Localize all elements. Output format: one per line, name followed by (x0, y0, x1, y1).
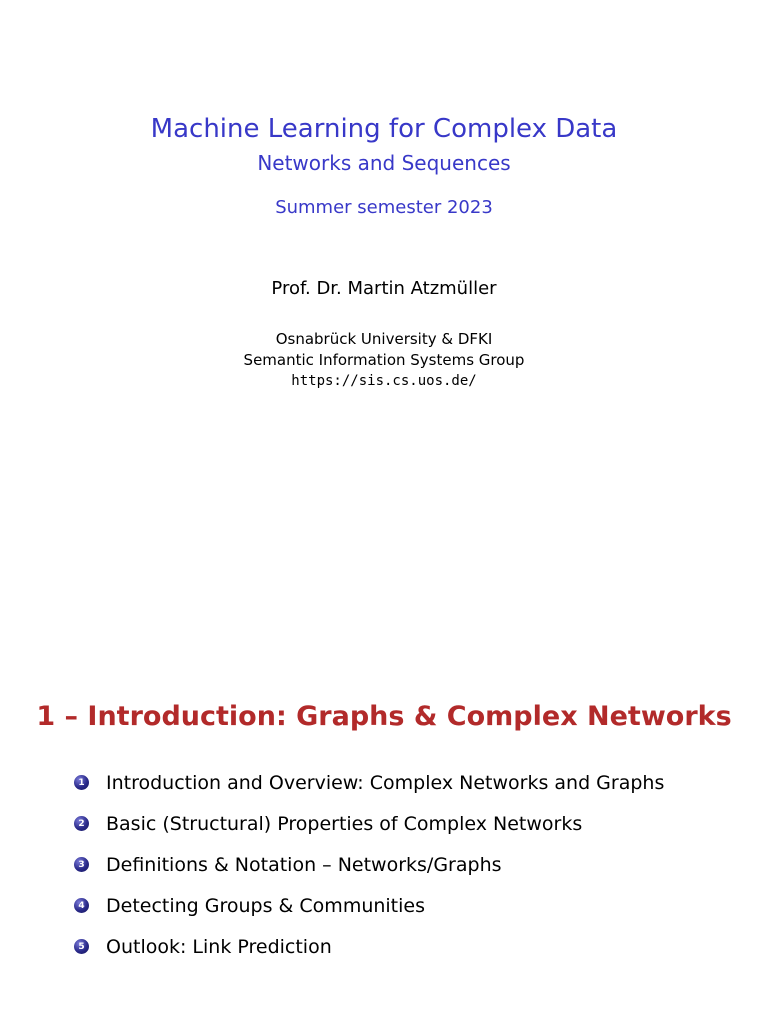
outline-item (74, 885, 664, 926)
outline-item-text: Outlook: Link Prediction (106, 935, 332, 958)
outline-item-text: Introduction and Overview: Complex Networks and Graphs (106, 771, 665, 794)
numbered-bullet-icon: 1 (74, 775, 89, 790)
outline-item (74, 803, 664, 844)
outline-item (74, 926, 664, 967)
affiliation-block (0, 329, 768, 392)
outline-item (74, 844, 664, 885)
title-block (0, 112, 768, 220)
numbered-bullet-icon: 3 (74, 857, 89, 872)
numbered-bullet-icon: 5 (74, 939, 89, 954)
outline-item-text: Basic (Structural) Properties of Complex Networks (106, 812, 583, 835)
outline-item-text: Definitions & Notation – Networks/Graphs (106, 853, 502, 876)
presentation-title: Machine Learning for Complex Data (150, 114, 618, 144)
presentation-subtitle: Networks and Sequences (257, 151, 511, 175)
semester-label: Summer semester 2023 (275, 197, 493, 218)
outline-item-text: Detecting Groups & Communities (106, 894, 426, 917)
outline-item (74, 762, 664, 803)
author-name: Prof. Dr. Martin Atzmüller (271, 278, 497, 299)
outline-list (74, 762, 664, 967)
numbered-bullet-icon: 2 (74, 816, 89, 831)
group-url-link[interactable]: https://sis.cs.uos.de/ (291, 373, 477, 389)
affiliation-group: Semantic Information Systems Group (243, 351, 525, 369)
affiliation-university: Osnabrück University & DFKI (275, 330, 493, 348)
numbered-bullet-icon: 4 (74, 898, 89, 913)
section-heading: 1 – Introduction: Graphs & Complex Networks (36, 701, 732, 732)
